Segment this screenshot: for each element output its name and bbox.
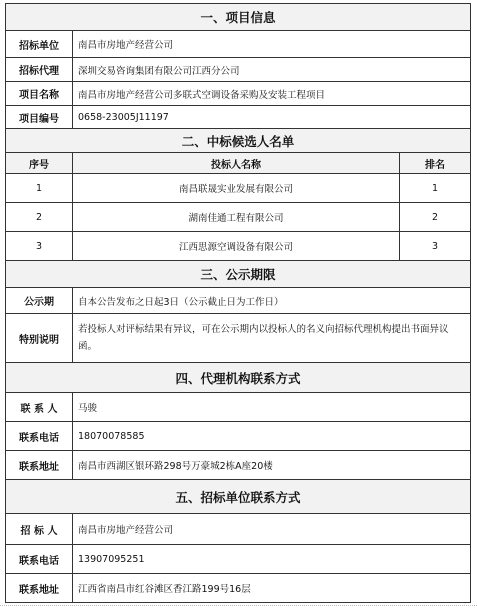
section-project-info-title: 一、项目信息 (6, 4, 471, 31)
candidate-no: 2 (6, 203, 73, 232)
publicity-row (6, 314, 471, 363)
candidate-rank: 2 (400, 203, 471, 232)
contact-value: 南昌市房地产经营公司 (73, 514, 471, 545)
candidate-no: 3 (6, 232, 73, 261)
candidate-no: 1 (6, 174, 73, 203)
candidate-name: 江西思源空调设备有限公司 (73, 232, 400, 261)
publicity-label: 公示期 (6, 288, 73, 314)
col-header-rank: 排名 (400, 153, 471, 174)
page-edge-divider (0, 605, 477, 606)
info-value: 深圳交易咨询集团有限公司江西分公司 (73, 58, 471, 82)
info-value: 南昌市房地产经营公司多联式空调设备采购及安装工程项目 (73, 82, 471, 106)
info-value: 0658-23005J11197 (73, 106, 471, 129)
contact-row (6, 393, 471, 422)
special-note: 若投标人对评标结果有异议，可在公示期内以投标人的名义向招标代理机构提出书面异议函。 (73, 314, 471, 363)
contact-value: 13907095251 (73, 545, 471, 574)
info-label: 招标代理 (6, 58, 73, 82)
announcement-table (5, 3, 471, 603)
info-row (6, 58, 471, 82)
col-header-no: 序号 (6, 153, 73, 174)
section-tenderer-contact-title: 五、招标单位联系方式 (6, 480, 471, 514)
candidate-name: 湖南佳通工程有限公司 (73, 203, 400, 232)
info-row (6, 82, 471, 106)
publicity-label: 特别说明 (6, 314, 73, 363)
contact-value: 18070078585 (73, 422, 471, 451)
info-label: 招标单位 (6, 31, 73, 58)
info-value: 南昌市房地产经营公司 (73, 31, 471, 58)
section-candidates-title: 二、中标候选人名单 (6, 129, 471, 153)
contact-row (6, 451, 471, 480)
info-label: 项目名称 (6, 82, 73, 106)
section-agency-contact-title: 四、代理机构联系方式 (6, 363, 471, 393)
contact-value: 马骏 (73, 393, 471, 422)
contact-value: 南昌市西湖区银环路298号万豪城2栋A座20楼 (73, 451, 471, 480)
contact-row (6, 514, 471, 545)
contact-label: 联系地址 (6, 451, 73, 480)
candidate-name: 南昌联晟实业发展有限公司 (73, 174, 400, 203)
contact-label: 招 标 人 (6, 514, 73, 545)
contact-row (6, 422, 471, 451)
section-publicity-title: 三、公示期限 (6, 261, 471, 288)
publicity-value: 自本公告发布之日起3日（公示截止日为工作日） (73, 288, 471, 314)
col-header-name: 投标人名称 (73, 153, 400, 174)
candidate-rank: 1 (400, 174, 471, 203)
contact-value: 江西省南昌市红谷滩区香江路199号16层 (73, 574, 471, 603)
contact-label: 联系地址 (6, 574, 73, 603)
candidates-header-row (6, 153, 471, 174)
candidate-row (6, 203, 471, 232)
info-row (6, 31, 471, 58)
contact-row (6, 545, 471, 574)
contact-label: 联系电话 (6, 545, 73, 574)
info-row (6, 106, 471, 129)
contact-label: 联 系 人 (6, 393, 73, 422)
candidate-row (6, 232, 471, 261)
contact-row (6, 574, 471, 603)
tender-announcement (5, 3, 470, 603)
contact-label: 联系电话 (6, 422, 73, 451)
candidate-row (6, 174, 471, 203)
info-label: 项目编号 (6, 106, 73, 129)
candidate-rank: 3 (400, 232, 471, 261)
publicity-row (6, 288, 471, 314)
